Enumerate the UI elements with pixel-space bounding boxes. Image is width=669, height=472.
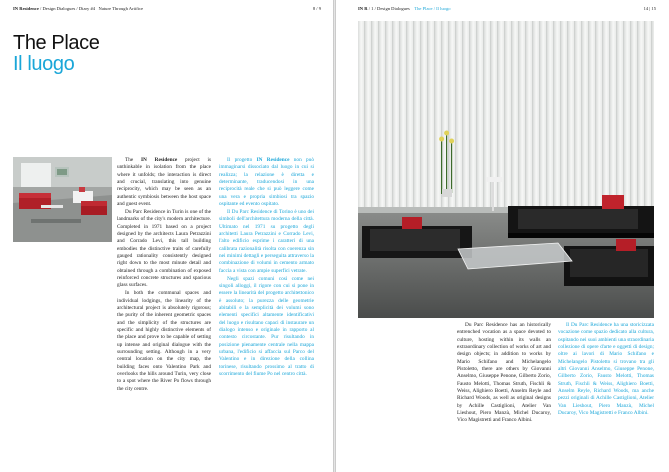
running-head-brand: IN Residence — [13, 6, 39, 11]
body-text: non può immaginarsi dissociato dal luogo in cui si realizza; la relazione è diretta e determinante, traducendosi in una reciprocità reale che si può leggere come una vera e propria simbiosi tra spazio ospitante ed evento ospitato. — [219, 157, 314, 208]
right-page — [336, 0, 669, 472]
left-page — [0, 0, 333, 472]
body-text: In both the communal spaces and individual lodgings, the linearity of the architectural project is absolutely rigorous; the purity of the inherent geometric spaces and the simplicity of the structures are specific and highly distinctive elements of the place and prove to be capable of setting up intense and original dialogue with the surrounding setting. Although in a very central location on the city map, the building faces onto Valentino Park and overlooks the hills around Turin, very close to a spot where the River Po flows through the city centre. — [117, 290, 211, 392]
running-head-slash: / — [432, 6, 437, 11]
lobby-photo-image — [358, 21, 654, 318]
running-head-section-en: The Place — [414, 6, 433, 11]
text-column-italian-right — [558, 322, 654, 417]
running-head-issue: / 1 / Design Dialogues — [367, 6, 410, 11]
text-column-english-right — [457, 322, 551, 425]
running-head-left — [13, 6, 143, 11]
text-column-english — [117, 157, 211, 393]
body-paragraph: Du Parc Residence has an historically entrenched vocation as a space devoted to culture, hosting within its walls an extraordinary collection of works of art and design objects; in addition to works by Mario Schifano and Michelangelo Pistoletto, there are others by Giovanni Anselmo, Giuseppe Penone, Gilberto Zorio, Fausto Melotti, Thomas Struth, Fischli & Weiss, Alighiero Boetti, Anselm Reyle and Richard Woods, as well as original designs by Achille Castiglioni, Atelier Van Lieshout, Piero Manzù, Michel Ducaroy, Vico Magistretti and Franco Albini. — [457, 322, 551, 424]
room-thumbnail-image — [13, 157, 112, 242]
running-head-right — [358, 6, 451, 11]
running-head-subtitle: Nature Through Artifice — [98, 6, 144, 11]
text-column-italian — [219, 157, 314, 378]
body-text: project is unthinkable in isolation from the place where it unfolds; the interaction is direct and crucial, translating into genuine reciprocity, which may be seen as an authentic symbiosis between the host space and guest event. — [117, 157, 212, 208]
page-number-left: 8 / 9 — [312, 6, 321, 11]
body-text: Il progetto — [227, 157, 257, 163]
page-title-en: The Place — [13, 32, 100, 54]
body-paragraph: Il Du Parc Residence ha una storicizzata vocazione come spazio dedicato alla cultura, ospitando nei suoi ambienti una straordinaria collezione di opere d'arte e oggetti di design; oltre ai lavori di Mario Schifano e Michelangelo Pistoletto si trovano tra gli altri Giovanni Anselmo, Giuseppe Penone, Gilberto Zorio, Fausto Melotti, Thomas Struth, Fischli & Weiss, Alighiero Boetti, Anselm Reyle, Richard Woods, ma anche pezzi originali di Achille Castiglioni, Atelier Van Lieshout, Piero Manzù, Michel Ducaroy, Vico Magistretti e Franco Albini. — [558, 322, 654, 417]
brand-name: IN Residence — [140, 157, 178, 163]
body-paragraph — [219, 209, 314, 275]
brand-name: IN Residence — [256, 157, 290, 163]
running-head-brand-right: IN R — [358, 6, 368, 11]
body-text: Du Parc Residence in Turin is one of the landmarks of the city's modern architecture. Completed in 1971 based on a project designed by the architects Laura Petrazzini and Corrado Levi, this tall building embodies the distinctive traits of carefully gauged rationality consistently designed right down to the most minute detail and obtained through a combination of exposed reinforced concrete structures and spacious glass surfaces. — [117, 208, 211, 289]
body-paragraph — [117, 157, 211, 208]
body-text: The — [125, 157, 141, 163]
body-paragraph — [117, 290, 211, 393]
running-head-section: Design Dialogues / Diary #4 — [42, 6, 96, 11]
body-paragraph — [117, 209, 211, 290]
body-paragraph — [219, 157, 314, 208]
body-text: Negli spazi comuni così come nei singoli alloggi, il rigore con cui si pone in essere la linearità del progetto architettonico è assoluto; la purezza delle geometrie abitabili e la semplicità dei volumi sono elementi specifici altamente identificativi del luogo e risultano capaci di instaurare un dialogo intenso e originale in rapporto al contesto circostante. Pur risultando in posizione pienamente centrale nella mappa urbana, l'edificio si affaccia sul Parco del Valentino e in direzione della collina torinese, risultando prossimo al tratto di scorrimento del fiume Po nel centro città. — [219, 275, 314, 377]
body-paragraph — [219, 276, 314, 379]
page-title-it: Il luogo — [13, 53, 75, 75]
running-head-sep: / — [38, 6, 43, 11]
running-head-section-it: Il luogo — [436, 6, 451, 11]
body-text: Il Du Parc Residence di Torino è uno dei simboli dell'architettura moderna della città. Ultimato nel 1971 su progetto degli architetti Laura Petrazzini e Corrado Levi, l'alto edificio esprime i caratteri di una calibrata razionalità risolta con coerenza sin nei minimi dettagli e perseguita attraverso la combinazione di volumi in cemento armato faccia a vista con ampie superfici vetrate. — [219, 208, 314, 274]
page-number-right: 14 | 15 — [643, 6, 656, 11]
